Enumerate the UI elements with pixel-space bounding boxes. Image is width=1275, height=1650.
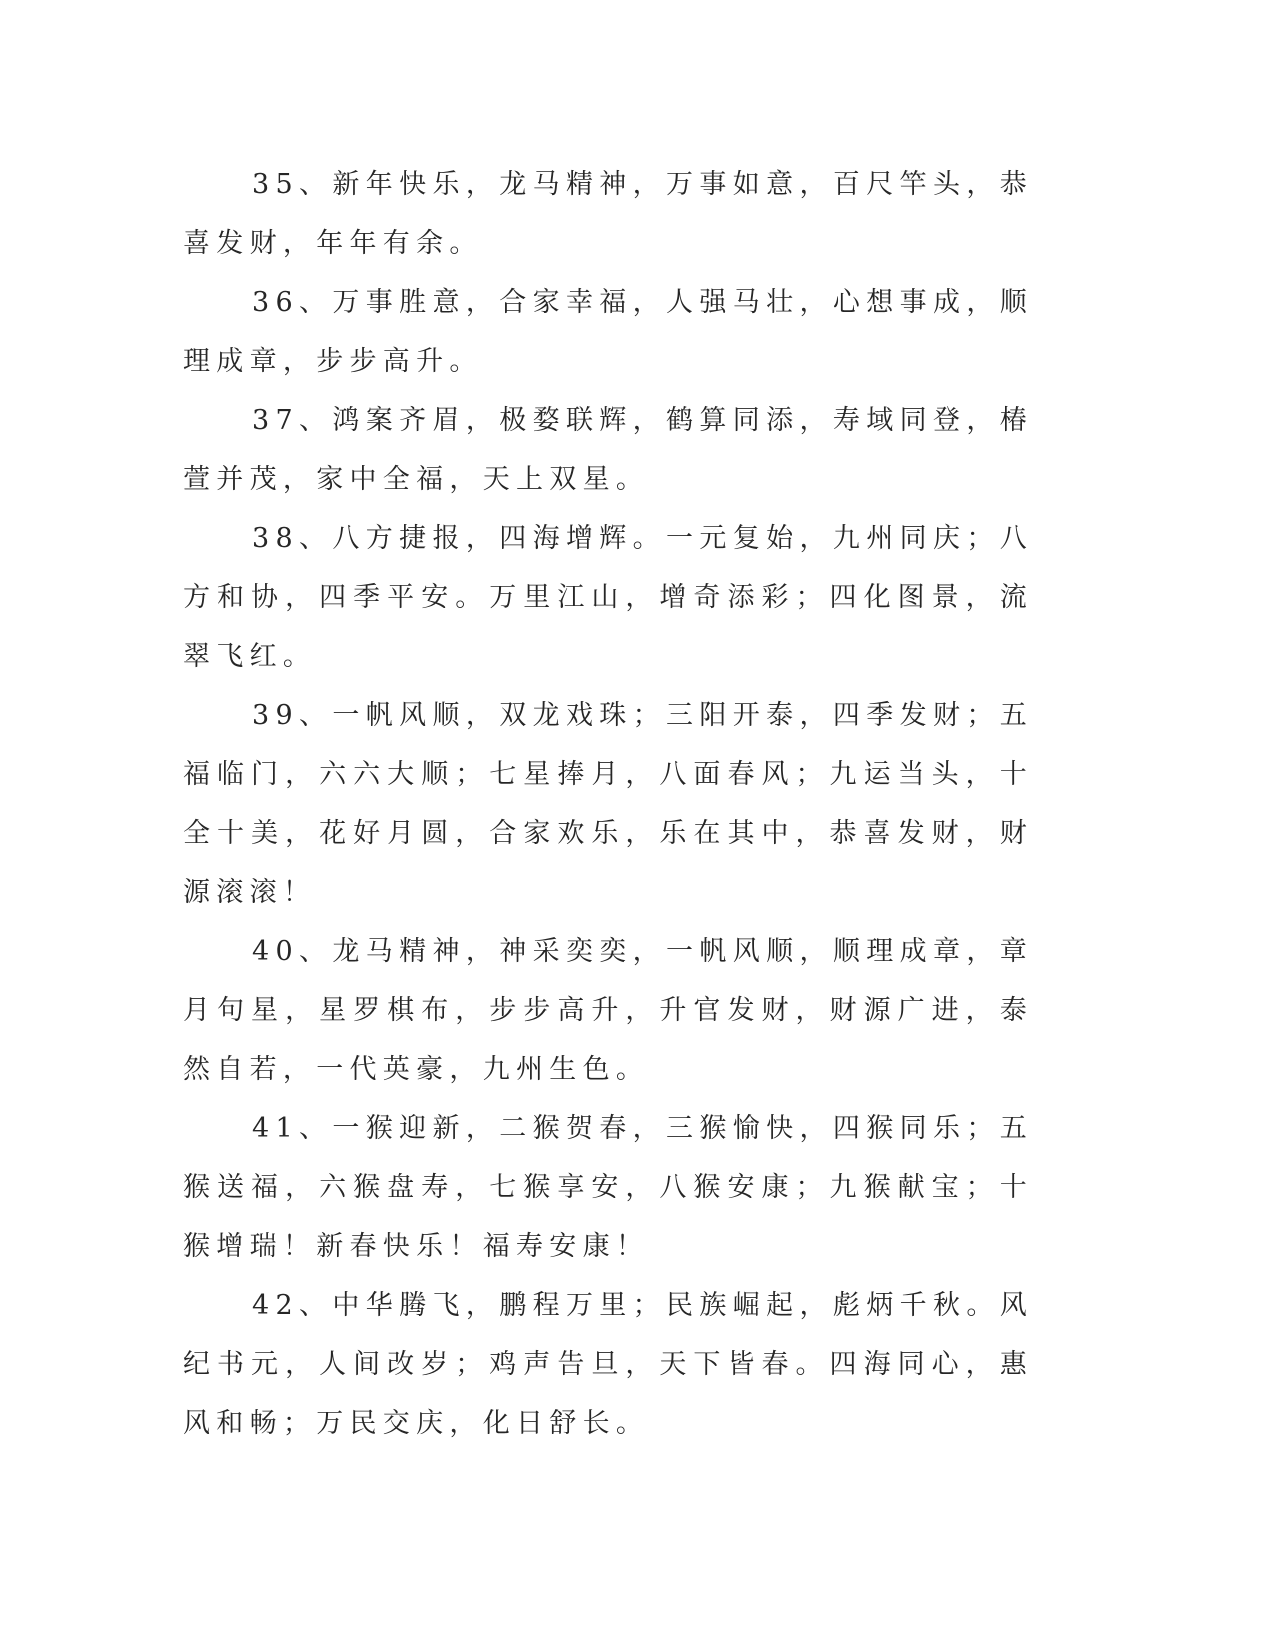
document-body [183,155,1033,1453]
paragraph-35: 35、新年快乐，龙马精神，万事如意，百尺竿头，恭喜发财，年年有余。 [183,169,1033,259]
paragraph-42: 42、中华腾飞，鹏程万里；民族崛起，彪炳千秋。风纪书元，人间改岁；鸡声告旦，天下皆春。四海同心，惠风和畅；万民交庆，化日舒长。 [183,1290,1033,1439]
paragraph-36: 36、万事胜意，合家幸福，人强马壮，心想事成，顺理成章，步步高升。 [183,287,1033,377]
paragraph-41: 41、一猴迎新，二猴贺春，三猴愉快，四猴同乐；五猴送福，六猴盘寿，七猴享安，八猴安康；九猴献宝；十猴增瑞！新春快乐！福寿安康！ [183,1113,1033,1262]
paragraph-38: 38、八方捷报，四海增辉。一元复始，九州同庆；八方和协，四季平安。万里江山，增奇添彩；四化图景，流翠飞红。 [183,523,1033,672]
paragraph-40: 40、龙马精神，神采奕奕，一帆风顺，顺理成章，章月句星，星罗棋布，步步高升，升官发财，财源广进，泰然自若，一代英豪，九州生色。 [183,936,1033,1085]
paragraph-37: 37、鸿案齐眉，极婺联辉，鹤算同添，寿域同登，椿萱并茂，家中全福，天上双星。 [183,405,1033,495]
paragraph-39: 39、一帆风顺，双龙戏珠；三阳开泰，四季发财；五福临门，六六大顺；七星捧月，八面春风；九运当头，十全十美，花好月圆，合家欢乐，乐在其中，恭喜发财，财源滚滚！ [183,700,1033,908]
